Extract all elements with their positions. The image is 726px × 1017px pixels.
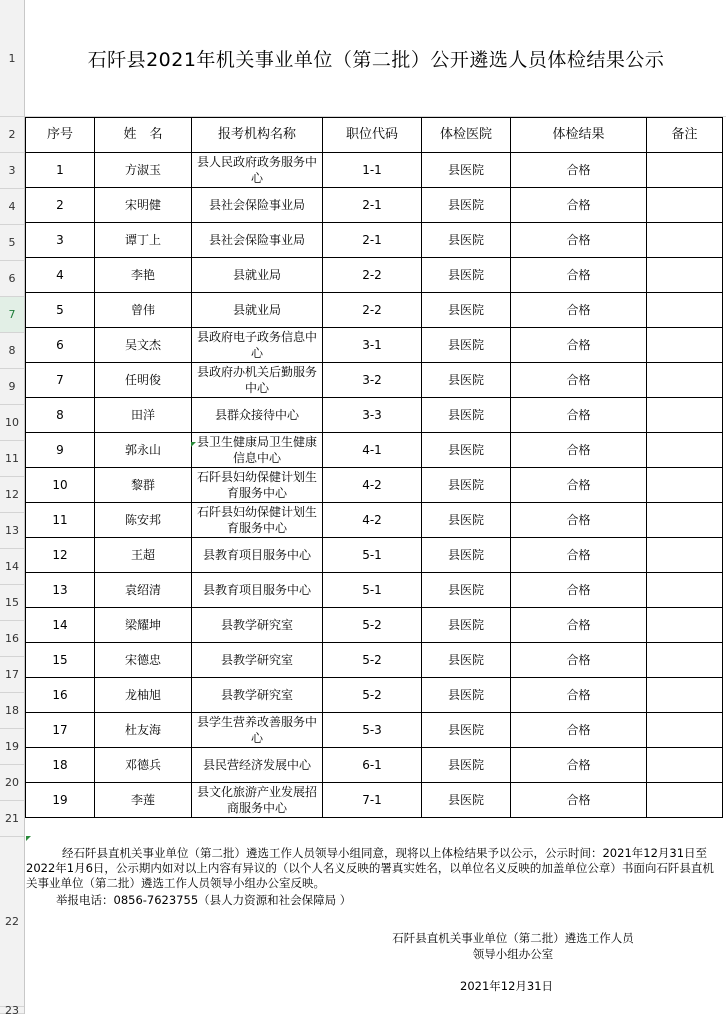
cell-code[interactable]: 2-1 [323,188,422,223]
cell-org[interactable]: 县文化旅游产业发展招商服务中心 [192,783,323,818]
cell-seq[interactable]: 11 [26,503,95,538]
header-org[interactable]: 报考机构名称 [192,118,323,153]
cell-result[interactable]: 合格 [511,608,647,643]
cell-note[interactable] [647,783,723,818]
cell-code[interactable]: 5-2 [323,643,422,678]
cell-code[interactable]: 7-1 [323,783,422,818]
table-row [26,748,723,783]
cell-seq[interactable]: 12 [26,538,95,573]
cell-hospital[interactable]: 县医院 [422,468,511,503]
cell-name[interactable]: 方淑玉 [95,153,192,188]
cell-note[interactable] [647,223,723,258]
header-hospital[interactable]: 体检医院 [422,118,511,153]
cell-seq[interactable]: 4 [26,258,95,293]
table-row [26,783,723,818]
row-header-23[interactable]: 23 [0,1007,24,1014]
header-seq[interactable]: 序号 [26,118,95,153]
cell-hospital[interactable]: 县医院 [422,538,511,573]
cell-hospital[interactable]: 县医院 [422,293,511,328]
page-title: 石阡县2021年机关事业单位（第二批）公开遴选人员体检结果公示 [87,49,665,71]
cell-seq[interactable]: 14 [26,608,95,643]
table-row [26,678,723,713]
table-row [26,573,723,608]
table-row [26,713,723,748]
cell-note[interactable] [647,398,723,433]
row-header-11[interactable]: 11 [0,441,24,477]
cell-note[interactable] [647,293,723,328]
table-row [26,328,723,363]
table-row [26,503,723,538]
cell-result[interactable]: 合格 [511,538,647,573]
cell-org[interactable]: 县教育项目服务中心 [192,573,323,608]
table-row [26,293,723,328]
cell-note[interactable] [647,643,723,678]
cell-code[interactable]: 3-2 [323,363,422,398]
cell-name[interactable]: 龙柚旭 [95,678,192,713]
header-note[interactable]: 备注 [647,118,723,153]
cell-seq[interactable]: 15 [26,643,95,678]
cell-hospital[interactable]: 县医院 [422,503,511,538]
row-header-5[interactable]: 5 [0,225,24,261]
cell-result[interactable]: 合格 [511,363,647,398]
cell-code[interactable]: 5-2 [323,608,422,643]
cell-code[interactable]: 1-1 [323,153,422,188]
row-header-3[interactable]: 3 [0,153,24,189]
row-header-4[interactable]: 4 [0,189,24,225]
row-header-17[interactable]: 17 [0,657,24,693]
table-row [26,468,723,503]
row-header-12[interactable]: 12 [0,477,24,513]
cell-code[interactable]: 3-3 [323,398,422,433]
row-header-21[interactable]: 21 [0,801,24,837]
cell-result[interactable]: 合格 [511,643,647,678]
cell-result[interactable]: 合格 [511,293,647,328]
cell-name[interactable]: 邓德兵 [95,748,192,783]
cell-code[interactable]: 4-2 [323,468,422,503]
cell-hospital[interactable]: 县医院 [422,258,511,293]
cell-name[interactable]: 袁绍清 [95,573,192,608]
cell-result[interactable]: 合格 [511,433,647,468]
header-name[interactable]: 姓 名 [95,118,192,153]
cell-org[interactable]: 县卫生健康局卫生健康信息中心 [192,433,323,468]
cell-result[interactable]: 合格 [511,748,647,783]
signer-line-1: 石阡县直机关事业单位（第二批）遴选工作人员 [392,931,634,945]
cell-org[interactable]: 县教学研究室 [192,678,323,713]
cell-hospital[interactable]: 县医院 [422,223,511,258]
cell-result[interactable]: 合格 [511,503,647,538]
cell-code[interactable]: 5-1 [323,538,422,573]
header-result[interactable]: 体检结果 [511,118,647,153]
cell-org[interactable]: 县教育项目服务中心 [192,538,323,573]
cell-hospital[interactable]: 县医院 [422,713,511,748]
cell-hospital[interactable]: 县医院 [422,153,511,188]
notice-text[interactable] [26,846,718,908]
cell-note[interactable] [647,258,723,293]
row-header-10[interactable]: 10 [0,405,24,441]
header-code[interactable]: 职位代码 [323,118,422,153]
cell-hospital[interactable]: 县医院 [422,363,511,398]
cell-note[interactable] [647,468,723,503]
cell-seq[interactable]: 16 [26,678,95,713]
table-row [26,538,723,573]
cell-hospital[interactable]: 县医院 [422,783,511,818]
cell-result[interactable]: 合格 [511,153,647,188]
cell-code[interactable]: 5-1 [323,573,422,608]
cell-hospital[interactable]: 县医院 [422,188,511,223]
cell-hospital[interactable]: 县医院 [422,328,511,363]
cell-name[interactable]: 陈安邦 [95,503,192,538]
signer-line-2: 领导小组办公室 [472,947,554,961]
notice-date: 2021年12月31日 [460,979,554,993]
cell-note[interactable] [647,188,723,223]
comment-indicator [26,836,31,841]
cell-org[interactable]: 县群众接待中心 [192,398,323,433]
cell-name[interactable]: 李艳 [95,258,192,293]
cell-name[interactable]: 黎群 [95,468,192,503]
cell-name[interactable]: 杜友海 [95,713,192,748]
row-header-15[interactable]: 15 [0,585,24,621]
cell-result[interactable]: 合格 [511,678,647,713]
row-header-20[interactable]: 20 [0,765,24,801]
row-header-8[interactable]: 8 [0,333,24,369]
row-header-2[interactable]: 2 [0,117,24,153]
row-header-13[interactable]: 13 [0,513,24,549]
cell-note[interactable] [647,538,723,573]
cell-hospital[interactable]: 县医院 [422,678,511,713]
cell-seq[interactable]: 19 [26,783,95,818]
cell-result[interactable]: 合格 [511,223,647,258]
cell-org[interactable]: 县政府电子政务信息中心 [192,328,323,363]
table-row [26,188,723,223]
cell-org[interactable]: 县学生营养改善服务中心 [192,713,323,748]
notice-hotline: 举报电话：0856-7623755（县人力资源和社会保障局 ） [56,893,352,907]
row-header-22[interactable]: 22 [0,837,24,1007]
row-header-1[interactable]: 1 [0,0,24,117]
row-header-18[interactable]: 18 [0,693,24,729]
row-header-7[interactable]: 7 [0,297,24,333]
cell-name[interactable]: 任明俊 [95,363,192,398]
table-row [26,398,723,433]
cell-result[interactable]: 合格 [511,783,647,818]
comment-indicator [191,442,196,447]
cell-result[interactable]: 合格 [511,328,647,363]
cell-name[interactable]: 王超 [95,538,192,573]
cell-result[interactable]: 合格 [511,258,647,293]
cell-seq[interactable]: 2 [26,188,95,223]
cell-org[interactable]: 县教学研究室 [192,643,323,678]
cell-name[interactable]: 宋德忠 [95,643,192,678]
cell-note[interactable] [647,573,723,608]
cell-code[interactable]: 4-2 [323,503,422,538]
table-row [26,363,723,398]
table-row [26,153,723,188]
cell-code[interactable]: 2-2 [323,258,422,293]
cell-name[interactable]: 郭永山 [95,433,192,468]
signer-block [368,930,658,962]
cell-org[interactable]: 石阡县妇幼保健计划生育服务中心 [192,503,323,538]
results-table [25,117,723,818]
cell-org[interactable]: 县社会保险事业局 [192,223,323,258]
cell-org[interactable]: 县就业局 [192,293,323,328]
cell-note[interactable] [647,153,723,188]
cell-result[interactable]: 合格 [511,188,647,223]
notice-paragraph: 经石阡县直机关事业单位（第二批）遴选工作人员领导小组同意，现将以上体检结果予以公示，公示时间：2021年12月31日至2022年1月6日，公示期内如对以上内容有异议的（以个人名义反映的署真实姓名，以单位名义反映的加盖单位公章）书面向石阡县直机关事业单位（第二批）遴选工作人员领导小组办公室反映。 [26,846,714,890]
cell-name[interactable]: 吴文杰 [95,328,192,363]
cell-name[interactable]: 李莲 [95,783,192,818]
cell-name[interactable]: 梁耀坤 [95,608,192,643]
cell-hospital[interactable]: 县医院 [422,433,511,468]
cell-seq[interactable]: 17 [26,713,95,748]
cell-name[interactable]: 田洋 [95,398,192,433]
cell-seq[interactable]: 13 [26,573,95,608]
cell-seq[interactable]: 18 [26,748,95,783]
cell-org[interactable]: 县人民政府政务服务中心 [192,153,323,188]
cell-hospital[interactable]: 县医院 [422,643,511,678]
cell-seq[interactable]: 3 [26,223,95,258]
cell-code[interactable]: 3-1 [323,328,422,363]
cell-code[interactable]: 2-2 [323,293,422,328]
table-row [26,643,723,678]
cell-name[interactable]: 宋明健 [95,188,192,223]
cell-seq[interactable]: 1 [26,153,95,188]
table-row [26,258,723,293]
row-header-16[interactable]: 16 [0,621,24,657]
cell-note[interactable] [647,748,723,783]
cell-result[interactable]: 合格 [511,398,647,433]
cell-hospital[interactable]: 县医院 [422,748,511,783]
row-header-19[interactable]: 19 [0,729,24,765]
cell-note[interactable] [647,713,723,748]
cell-result[interactable]: 合格 [511,713,647,748]
cell-note[interactable] [647,328,723,363]
cell-code[interactable]: 5-3 [323,713,422,748]
row-header-9[interactable]: 9 [0,369,24,405]
table-row [26,608,723,643]
row-header-14[interactable]: 14 [0,549,24,585]
cell-name[interactable]: 谭丁上 [95,223,192,258]
cell-org[interactable]: 石阡县妇幼保健计划生育服务中心 [192,468,323,503]
table-row [26,223,723,258]
cell-result[interactable]: 合格 [511,468,647,503]
cell-seq[interactable]: 5 [26,293,95,328]
cell-note[interactable] [647,678,723,713]
table-row [26,433,723,468]
cell-org[interactable]: 县政府办机关后勤服务中心 [192,363,323,398]
cell-org[interactable]: 县就业局 [192,258,323,293]
cell-seq[interactable]: 6 [26,328,95,363]
cell-note[interactable] [647,433,723,468]
cell-hospital[interactable]: 县医院 [422,608,511,643]
cell-code[interactable]: 4-1 [323,433,422,468]
cell-note[interactable] [647,363,723,398]
cell-code[interactable]: 2-1 [323,223,422,258]
cell-hospital[interactable]: 县医院 [422,573,511,608]
cell-result[interactable]: 合格 [511,573,647,608]
cell-code[interactable]: 6-1 [323,748,422,783]
cell-note[interactable] [647,608,723,643]
table-header-row [26,118,723,153]
cell-org[interactable]: 县教学研究室 [192,608,323,643]
cell-seq[interactable]: 7 [26,363,95,398]
cell-code[interactable]: 5-2 [323,678,422,713]
cell-org[interactable]: 县民营经济发展中心 [192,748,323,783]
cell-org[interactable]: 县社会保险事业局 [192,188,323,223]
cell-seq[interactable]: 8 [26,398,95,433]
cell-hospital[interactable]: 县医院 [422,398,511,433]
cell-note[interactable] [647,503,723,538]
row-header-6[interactable]: 6 [0,261,24,297]
cell-seq[interactable]: 9 [26,433,95,468]
cell-name[interactable]: 曾伟 [95,293,192,328]
cell-seq[interactable]: 10 [26,468,95,503]
